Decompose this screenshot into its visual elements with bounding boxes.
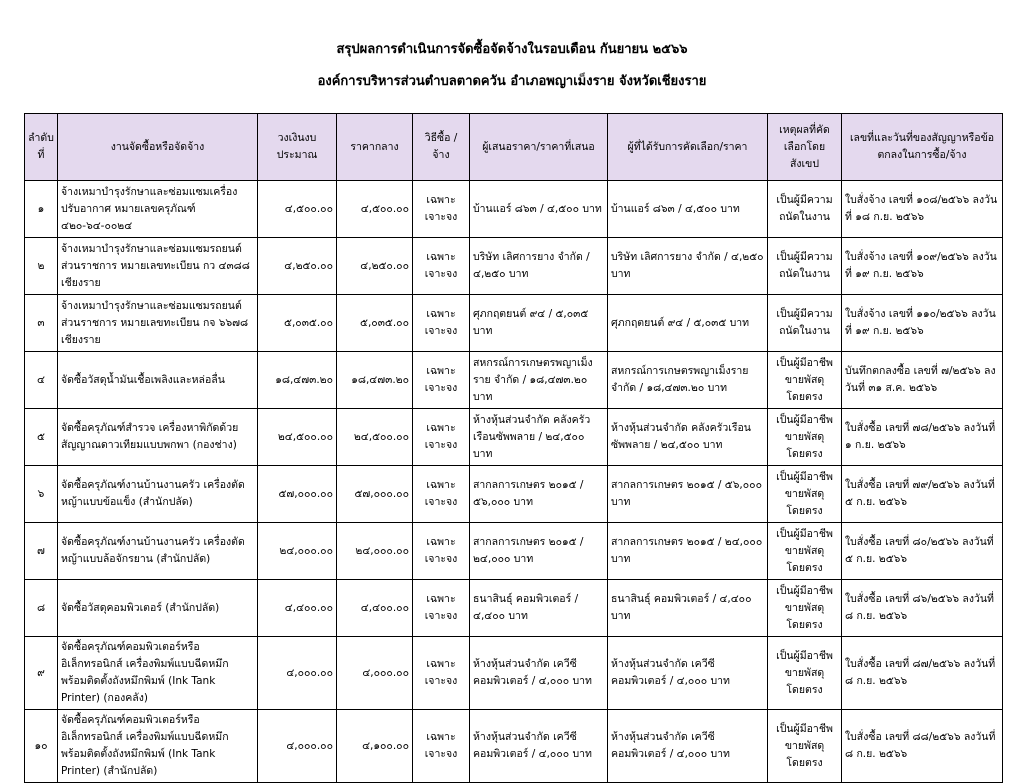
table-body bbox=[25, 181, 1003, 783]
cell-winner: ห้างหุ้นส่วนจำกัด คลังครัวเรือนซัพพลาย / ๒๔,๕๐๐ บาท bbox=[608, 409, 768, 466]
col-header-item: งานจัดซื้อหรือจัดจ้าง bbox=[58, 114, 258, 181]
cell-winner: ห้างหุ้นส่วนจำกัด เควีซีคอมพิวเตอร์ / ๔,๐๐๐ บาท bbox=[608, 710, 768, 783]
cell-budget: ๒๔,๐๐๐.๐๐ bbox=[258, 523, 337, 580]
table-row bbox=[25, 523, 1003, 580]
cell-budget: ๕๗,๐๐๐.๐๐ bbox=[258, 466, 337, 523]
cell-item: จัดซื้อครุภัณฑ์คอมพิวเตอร์หรืออิเล็กทรอนิกส์ เครื่องพิมพ์แบบฉีดหมึกพร้อมติดตั้งถังหมึกพิมพ์ (Ink Tank Printer) (กองคลัง) bbox=[58, 637, 258, 710]
cell-item: จ้างเหมาบำรุงรักษาและซ่อมแซมเครื่องปรับอากาศ หมายเลขครุภัณฑ์ ๔๒๐-๖๔-๐๐๒๔ bbox=[58, 181, 258, 238]
cell-budget: ๔,๕๐๐.๐๐ bbox=[258, 181, 337, 238]
cell-no: ๙ bbox=[25, 637, 58, 710]
table-row bbox=[25, 580, 1003, 637]
cell-item: จัดซื้อครุภัณฑ์สำรวจ เครื่องหาพิกัดด้วยสัญญาณดาวเทียมแบบพกพา (กองช่าง) bbox=[58, 409, 258, 466]
header-row bbox=[25, 114, 1003, 181]
cell-no: ๔ bbox=[25, 352, 58, 409]
cell-median: ๒๔,๕๐๐.๐๐ bbox=[337, 409, 413, 466]
cell-method: เฉพาะเจาะจง bbox=[413, 710, 470, 783]
cell-reason: เป็นผู้มีความถนัดในงาน bbox=[768, 181, 842, 238]
cell-item: จัดซื้อครุภัณฑ์คอมพิวเตอร์หรืออิเล็กทรอนิกส์ เครื่องพิมพ์แบบฉีดหมึกพร้อมติดตั้งถังหมึกพิมพ์ (Ink Tank Printer) (สำนักปลัด) bbox=[58, 710, 258, 783]
cell-budget: ๔,๔๐๐.๐๐ bbox=[258, 580, 337, 637]
table-row bbox=[25, 466, 1003, 523]
cell-reason: เป็นผู้มีอาชีพขายพัสดุโดยตรง bbox=[768, 352, 842, 409]
cell-bidders: ห้างหุ้นส่วนจำกัด เควีซีคอมพิวเตอร์ / ๔,๐๐๐ บาท bbox=[470, 710, 608, 783]
cell-no: ๘ bbox=[25, 580, 58, 637]
cell-reason: เป็นผู้มีความถนัดในงาน bbox=[768, 238, 842, 295]
cell-budget: ๔,๐๐๐.๐๐ bbox=[258, 710, 337, 783]
cell-reason: เป็นผู้มีอาชีพขายพัสดุโดยตรง bbox=[768, 580, 842, 637]
col-header-budget: วงเงินงบประมาณ bbox=[258, 114, 337, 181]
cell-reason: เป็นผู้มีอาชีพขายพัสดุโดยตรง bbox=[768, 637, 842, 710]
cell-method: เฉพาะเจาะจง bbox=[413, 295, 470, 352]
cell-item: จัดซื้อวัสดุน้ำมันเชื้อเพลิงและหล่อลื่น bbox=[58, 352, 258, 409]
cell-median: ๔,๔๐๐.๐๐ bbox=[337, 580, 413, 637]
col-header-winner: ผู้ที่ได้รับการคัดเลือก/ราคา bbox=[608, 114, 768, 181]
table-row bbox=[25, 352, 1003, 409]
table-row bbox=[25, 238, 1003, 295]
col-header-contract: เลขที่และวันที่ของสัญญาหรือข้อตกลงในการซื้อ/จ้าง bbox=[842, 114, 1003, 181]
cell-winner: สากลการเกษตร ๒๐๑๕ / ๕๖,๐๐๐ บาท bbox=[608, 466, 768, 523]
cell-method: เฉพาะเจาะจง bbox=[413, 523, 470, 580]
cell-item: จัดซื้อครุภัณฑ์งานบ้านงานครัว เครื่องตัดหญ้าแบบข้อแข็ง (สำนักปลัด) bbox=[58, 466, 258, 523]
cell-method: เฉพาะเจาะจง bbox=[413, 466, 470, 523]
cell-median: ๔,๕๐๐.๐๐ bbox=[337, 181, 413, 238]
cell-contract: บันทึกตกลงซื้อ เลขที่ ๗/๒๕๖๖ ลงวันที่ ๓๑ ส.ค. ๒๕๖๖ bbox=[842, 352, 1003, 409]
cell-budget: ๔,๐๐๐.๐๐ bbox=[258, 637, 337, 710]
cell-bidders: สากลการเกษตร ๒๐๑๕ / ๒๔,๐๐๐ บาท bbox=[470, 523, 608, 580]
cell-contract: ใบสั่งซื้อ เลขที่ ๘๖/๒๕๖๖ ลงวันที่ ๘ ก.ย. ๒๕๖๖ bbox=[842, 580, 1003, 637]
cell-contract: ใบสั่งจ้าง เลขที่ ๑๐๘/๒๕๖๖ ลงวันที่ ๑๘ ก.ย. ๒๕๖๖ bbox=[842, 181, 1003, 238]
cell-median: ๕๗,๐๐๐.๐๐ bbox=[337, 466, 413, 523]
cell-item: จัดซื้อวัสดุคอมพิวเตอร์ (สำนักปลัด) bbox=[58, 580, 258, 637]
col-header-no: ลำดับที่ bbox=[25, 114, 58, 181]
cell-no: ๒ bbox=[25, 238, 58, 295]
cell-budget: ๒๔,๕๐๐.๐๐ bbox=[258, 409, 337, 466]
cell-no: ๖ bbox=[25, 466, 58, 523]
cell-item: จ้างเหมาบำรุงรักษาและซ่อมแซมรถยนต์ส่วนราชการ หมายเลขทะเบียน กว ๔๓๘๘ เชียงราย bbox=[58, 238, 258, 295]
cell-bidders: สากลการเกษตร ๒๐๑๕ / ๕๖,๐๐๐ บาท bbox=[470, 466, 608, 523]
cell-median: ๒๔,๐๐๐.๐๐ bbox=[337, 523, 413, 580]
cell-no: ๑๐ bbox=[25, 710, 58, 783]
cell-contract: ใบสั่งซื้อ เลขที่ ๘๐/๒๕๖๖ ลงวันที่ ๕ ก.ย. ๒๕๖๖ bbox=[842, 523, 1003, 580]
cell-median: ๕,๐๓๕.๐๐ bbox=[337, 295, 413, 352]
cell-winner: บริษัท เลิศการยาง จำกัด / ๔,๒๕๐ บาท bbox=[608, 238, 768, 295]
cell-bidders: สหกรณ์การเกษตรพญาเม็งราย จำกัด / ๑๘,๔๗๓.๒๐ บาท bbox=[470, 352, 608, 409]
cell-method: เฉพาะเจาะจง bbox=[413, 409, 470, 466]
cell-no: ๓ bbox=[25, 295, 58, 352]
table-row bbox=[25, 710, 1003, 783]
cell-method: เฉพาะเจาะจง bbox=[413, 580, 470, 637]
cell-method: เฉพาะเจาะจง bbox=[413, 238, 470, 295]
cell-contract: ใบสั่งซื้อ เลขที่ ๗๙/๒๕๖๖ ลงวันที่ ๕ ก.ย. ๒๕๖๖ bbox=[842, 466, 1003, 523]
cell-winner: ศุภกฤตยนต์ ๙๔ / ๕,๐๓๕ บาท bbox=[608, 295, 768, 352]
cell-winner: สากลการเกษตร ๒๐๑๕ / ๒๔,๐๐๐ บาท bbox=[608, 523, 768, 580]
cell-reason: เป็นผู้มีอาชีพขายพัสดุโดยตรง bbox=[768, 710, 842, 783]
cell-reason: เป็นผู้มีอาชีพขายพัสดุโดยตรง bbox=[768, 523, 842, 580]
cell-no: ๕ bbox=[25, 409, 58, 466]
cell-contract: ใบสั่งซื้อ เลขที่ ๘๘/๒๕๖๖ ลงวันที่ ๘ ก.ย. ๒๕๖๖ bbox=[842, 710, 1003, 783]
cell-method: เฉพาะเจาะจง bbox=[413, 352, 470, 409]
cell-median: ๑๘,๔๗๓.๒๐ bbox=[337, 352, 413, 409]
cell-median: ๔,๑๐๐.๐๐ bbox=[337, 710, 413, 783]
cell-bidders: ห้างหุ้นส่วนจำกัด คลังครัวเรือนซัพพลาย / ๒๔,๕๐๐ บาท bbox=[470, 409, 608, 466]
cell-median: ๔,๐๐๐.๐๐ bbox=[337, 637, 413, 710]
cell-item: จ้างเหมาบำรุงรักษาและซ่อมแซมรถยนต์ส่วนราชการ หมายเลขทะเบียน กจ ๖๖๗๘ เชียงราย bbox=[58, 295, 258, 352]
cell-no: ๑ bbox=[25, 181, 58, 238]
cell-winner: บ้านแอร์ ๘๖๓ / ๔,๕๐๐ บาท bbox=[608, 181, 768, 238]
cell-method: เฉพาะเจาะจง bbox=[413, 637, 470, 710]
cell-contract: ใบสั่งซื้อ เลขที่ ๗๘/๒๕๖๖ ลงวันที่ ๑ ก.ย. ๒๕๖๖ bbox=[842, 409, 1003, 466]
cell-bidders: บ้านแอร์ ๘๖๓ / ๔,๕๐๐ บาท bbox=[470, 181, 608, 238]
document-subtitle: องค์การบริหารส่วนตำบลตาดควัน อำเภอพญาเม็งราย จังหวัดเชียงราย bbox=[317, 74, 707, 89]
col-header-bidders: ผู้เสนอราคา/ราคาที่เสนอ bbox=[470, 114, 608, 181]
table-row bbox=[25, 409, 1003, 466]
col-header-method: วิธีซื้อ / จ้าง bbox=[413, 114, 470, 181]
table-header bbox=[25, 114, 1003, 181]
cell-bidders: ธนาสินธุ์ คอมพิวเตอร์ / ๔,๔๐๐ บาท bbox=[470, 580, 608, 637]
cell-winner: สหกรณ์การเกษตรพญาเม็งราย จำกัด / ๑๘,๔๗๓.๒๐ บาท bbox=[608, 352, 768, 409]
cell-bidders: ศุภกฤตยนต์ ๙๔ / ๕,๐๓๕ บาท bbox=[470, 295, 608, 352]
cell-contract: ใบสั่งจ้าง เลขที่ ๑๑๐/๒๕๖๖ ลงวันที่ ๑๙ ก.ย. ๒๕๖๖ bbox=[842, 295, 1003, 352]
cell-reason: เป็นผู้มีความถนัดในงาน bbox=[768, 295, 842, 352]
cell-reason: เป็นผู้มีอาชีพขายพัสดุโดยตรง bbox=[768, 409, 842, 466]
cell-winner: ธนาสินธุ์ คอมพิวเตอร์ / ๔,๔๐๐ บาท bbox=[608, 580, 768, 637]
cell-no: ๗ bbox=[25, 523, 58, 580]
table-row bbox=[25, 295, 1003, 352]
cell-item: จัดซื้อครุภัณฑ์งานบ้านงานครัว เครื่องตัดหญ้าแบบล้อจักรยาน (สำนักปลัด) bbox=[58, 523, 258, 580]
cell-bidders: ห้างหุ้นส่วนจำกัด เควีซีคอมพิวเตอร์ / ๔,๐๐๐ บาท bbox=[470, 637, 608, 710]
cell-winner: ห้างหุ้นส่วนจำกัด เควีซีคอมพิวเตอร์ / ๔,๐๐๐ บาท bbox=[608, 637, 768, 710]
table-row bbox=[25, 637, 1003, 710]
cell-median: ๔,๒๕๐.๐๐ bbox=[337, 238, 413, 295]
cell-contract: ใบสั่งซื้อ เลขที่ ๘๗/๒๕๖๖ ลงวันที่ ๘ ก.ย. ๒๕๖๖ bbox=[842, 637, 1003, 710]
cell-reason: เป็นผู้มีอาชีพขายพัสดุโดยตรง bbox=[768, 466, 842, 523]
cell-budget: ๔,๒๕๐.๐๐ bbox=[258, 238, 337, 295]
cell-contract: ใบสั่งจ้าง เลขที่ ๑๐๙/๒๕๖๖ ลงวันที่ ๑๙ ก.ย. ๒๕๖๖ bbox=[842, 238, 1003, 295]
procurement-table bbox=[24, 113, 1003, 783]
cell-budget: ๑๘,๔๗๓.๒๐ bbox=[258, 352, 337, 409]
cell-bidders: บริษัท เลิศการยาง จำกัด / ๔,๒๕๐ บาท bbox=[470, 238, 608, 295]
col-header-median: ราคากลาง bbox=[337, 114, 413, 181]
document-title: สรุปผลการดำเนินการจัดซื้อจัดจ้างในรอบเดือน กันยายน ๒๕๖๖ bbox=[336, 42, 688, 57]
cell-method: เฉพาะเจาะจง bbox=[413, 181, 470, 238]
cell-budget: ๕,๐๓๕.๐๐ bbox=[258, 295, 337, 352]
col-header-reason: เหตุผลที่คัดเลือกโดยสังเขป bbox=[768, 114, 842, 181]
table-row bbox=[25, 181, 1003, 238]
